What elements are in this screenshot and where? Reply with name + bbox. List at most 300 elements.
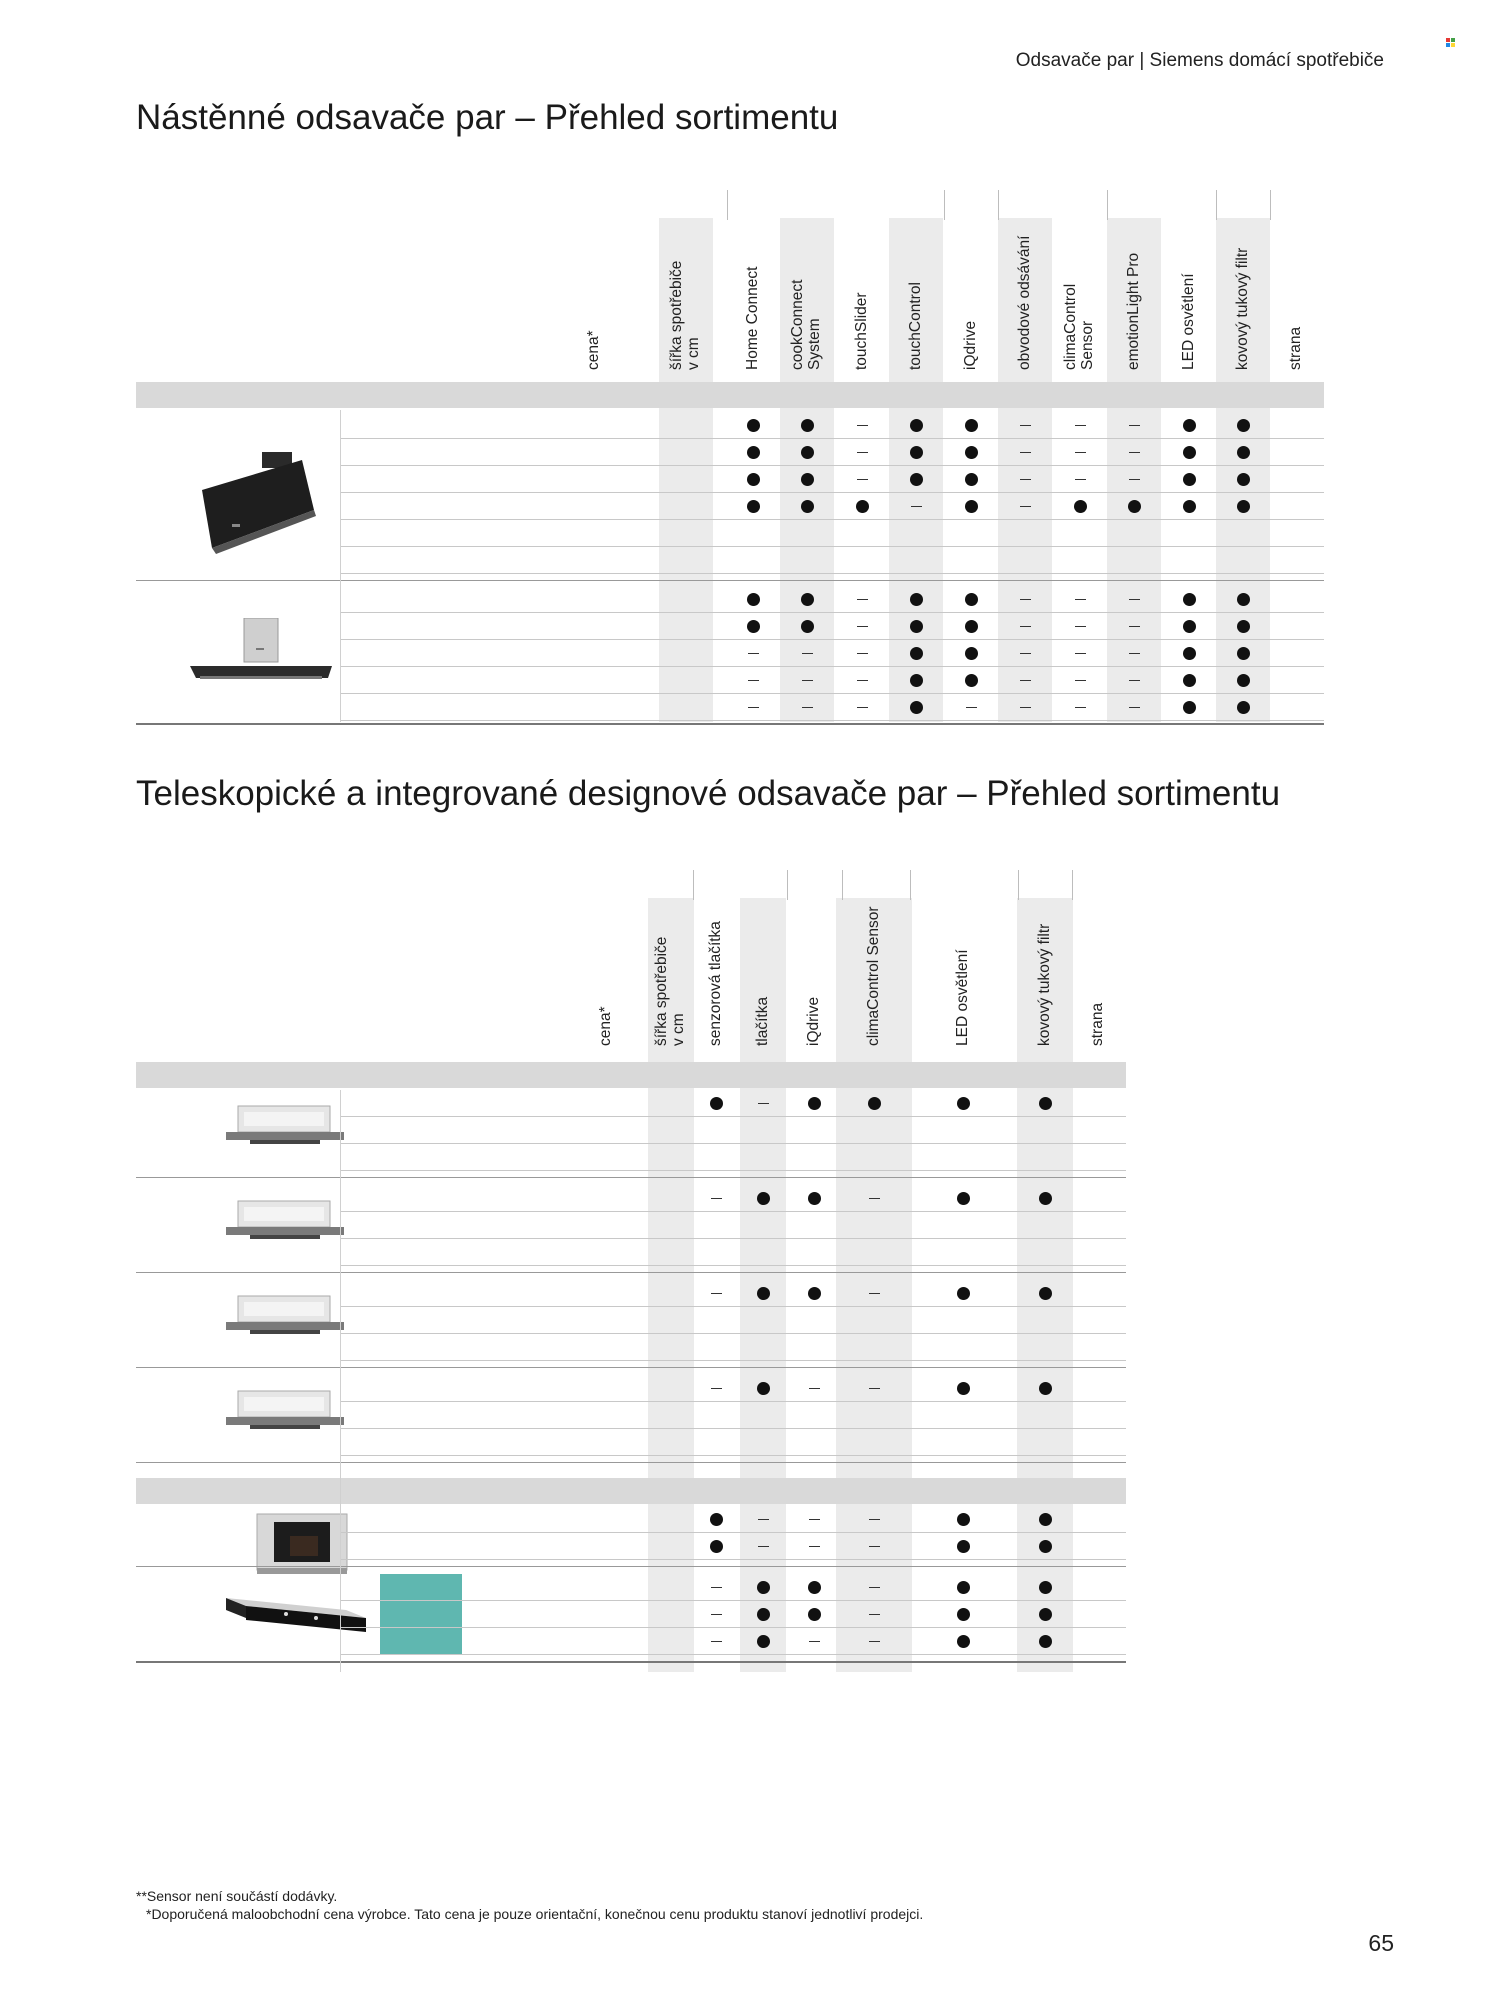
label-divider <box>340 1090 341 1672</box>
table2-title: Teleskopické a integrované designové odsavače par – Přehled sortimentu <box>136 774 1281 813</box>
section-header-bg <box>136 1062 1126 1088</box>
feature-cell <box>738 616 768 636</box>
feature-cell <box>748 1378 778 1398</box>
feature-cell <box>956 589 986 609</box>
feature-cell <box>847 616 877 636</box>
feature-dash-icon <box>748 707 759 709</box>
feature-dot-icon <box>910 446 923 459</box>
feature-cell <box>847 469 877 489</box>
new-badge <box>380 1628 462 1654</box>
feature-cell <box>1174 469 1204 489</box>
feature-dot-icon <box>801 500 814 513</box>
feature-cell <box>1119 643 1149 663</box>
feature-dash-icon <box>857 653 868 655</box>
feature-dash-icon <box>809 1388 820 1390</box>
feature-dash-icon <box>1020 425 1031 427</box>
feature-cell <box>1119 670 1149 690</box>
feature-dot-icon <box>965 446 978 459</box>
row-divider <box>340 438 1324 439</box>
feature-dash-icon <box>1129 599 1140 601</box>
row-divider <box>340 1532 1126 1533</box>
feature-cell <box>1010 469 1040 489</box>
feature-cell <box>859 1577 889 1597</box>
telescopic-hood-image <box>220 1102 350 1152</box>
feature-cell <box>738 589 768 609</box>
row-divider <box>340 1333 1126 1334</box>
telescopic-hood-image <box>220 1387 350 1437</box>
feature-cell <box>1119 589 1149 609</box>
feature-cell <box>948 1188 978 1208</box>
row-divider <box>340 465 1324 466</box>
feature-dot-icon <box>965 473 978 486</box>
feature-dash-icon <box>857 599 868 601</box>
feature-cell <box>792 442 822 462</box>
feature-dot-icon <box>910 674 923 687</box>
feature-dash-icon <box>1075 680 1086 682</box>
feature-cell <box>799 1378 829 1398</box>
feature-cell <box>901 442 931 462</box>
feature-dash-icon <box>711 1587 722 1589</box>
row-divider <box>340 612 1324 613</box>
column-header: climaControl Sensor <box>865 906 882 1046</box>
feature-cell <box>948 1378 978 1398</box>
feature-cell <box>847 496 877 516</box>
row-divider <box>340 519 1324 520</box>
telescopic-hood-image <box>220 1292 350 1342</box>
feature-dash-icon <box>711 1614 722 1616</box>
feature-dot-icon <box>808 1581 821 1594</box>
feature-cell <box>948 1577 978 1597</box>
feature-cell <box>738 442 768 462</box>
feature-cell <box>792 670 822 690</box>
row-divider <box>340 546 1324 547</box>
feature-dot-icon <box>1039 1635 1052 1648</box>
feature-dash-icon <box>1129 425 1140 427</box>
feature-cell <box>1228 670 1258 690</box>
feature-dash-icon <box>1020 653 1031 655</box>
row-divider <box>340 666 1324 667</box>
feature-cell <box>1030 1283 1060 1303</box>
feature-cell <box>1174 415 1204 435</box>
feature-cell <box>847 697 877 717</box>
feature-cell <box>1065 697 1095 717</box>
column-header: šířka spotřebiče v cm <box>668 260 702 370</box>
feature-dash-icon <box>869 1641 880 1643</box>
feature-cell <box>1030 1604 1060 1624</box>
feature-cell <box>1010 697 1040 717</box>
feature-cell <box>1119 415 1149 435</box>
feature-dot-icon <box>957 1581 970 1594</box>
column-header: kovový tukový filtr <box>1234 247 1251 370</box>
feature-cell <box>948 1631 978 1651</box>
feature-cell <box>1010 616 1040 636</box>
feature-dot-icon <box>1183 446 1196 459</box>
feature-dot-icon <box>965 620 978 633</box>
feature-dash-icon <box>1129 479 1140 481</box>
feature-cell <box>901 589 931 609</box>
feature-cell <box>956 643 986 663</box>
feature-cell <box>799 1093 829 1113</box>
column-header: emotionLight Pro <box>1125 252 1142 370</box>
row-divider <box>340 1360 1126 1361</box>
feature-dash-icon <box>802 653 813 655</box>
feature-dot-icon <box>957 1635 970 1648</box>
feature-dash-icon <box>1020 680 1031 682</box>
feature-cell <box>738 697 768 717</box>
feature-dot-icon <box>957 1513 970 1526</box>
group-divider <box>944 190 945 220</box>
feature-cell <box>1228 442 1258 462</box>
feature-dot-icon <box>801 473 814 486</box>
block-divider <box>136 1272 1126 1273</box>
feature-cell <box>748 1536 778 1556</box>
feature-dot-icon <box>910 419 923 432</box>
feature-dot-icon <box>801 446 814 459</box>
feature-cell <box>859 1378 889 1398</box>
feature-cell <box>859 1509 889 1529</box>
feature-cell <box>1228 616 1258 636</box>
feature-cell <box>1065 496 1095 516</box>
feature-cell <box>1174 616 1204 636</box>
feature-dot-icon <box>965 419 978 432</box>
row-divider <box>340 1401 1126 1402</box>
feature-dot-icon <box>856 500 869 513</box>
feature-cell <box>799 1536 829 1556</box>
feature-cell <box>1228 415 1258 435</box>
feature-cell <box>956 415 986 435</box>
feature-dot-icon <box>1039 1192 1052 1205</box>
feature-dot-icon <box>808 1192 821 1205</box>
feature-dot-icon <box>710 1540 723 1553</box>
feature-cell <box>1065 415 1095 435</box>
feature-dash-icon <box>869 1388 880 1390</box>
group-divider <box>1107 190 1108 220</box>
feature-dash-icon <box>711 1293 722 1295</box>
group-divider <box>1018 870 1019 900</box>
column-header: iQdrive <box>962 320 979 370</box>
row-divider <box>340 1654 1126 1655</box>
feature-dot-icon <box>1183 593 1196 606</box>
feature-cell <box>1119 496 1149 516</box>
feature-dot-icon <box>757 1287 770 1300</box>
row-divider <box>340 1306 1126 1307</box>
feature-dot-icon <box>1183 419 1196 432</box>
feature-dash-icon <box>748 653 759 655</box>
feature-dot-icon <box>1039 1608 1052 1621</box>
column-header: LED osvětlení <box>1180 273 1197 370</box>
feature-dot-icon <box>808 1287 821 1300</box>
feature-cell <box>1010 496 1040 516</box>
feature-dash-icon <box>1129 452 1140 454</box>
feature-cell <box>799 1283 829 1303</box>
column-header: cena* <box>597 1006 614 1046</box>
feature-dash-icon <box>869 1293 880 1295</box>
feature-cell <box>1065 589 1095 609</box>
feature-dash-icon <box>1129 680 1140 682</box>
feature-dot-icon <box>1039 1540 1052 1553</box>
feature-dot-icon <box>1183 701 1196 714</box>
feature-dot-icon <box>747 473 760 486</box>
feature-dash-icon <box>857 479 868 481</box>
feature-dot-icon <box>868 1097 881 1110</box>
feature-cell <box>701 1509 731 1529</box>
box-hood-image <box>186 618 336 688</box>
row-divider <box>340 1428 1126 1429</box>
row-divider <box>340 492 1324 493</box>
feature-dot-icon <box>747 446 760 459</box>
row-divider <box>340 1559 1126 1560</box>
row-divider <box>340 1116 1126 1117</box>
feature-dot-icon <box>1237 473 1250 486</box>
feature-dash-icon <box>809 1546 820 1548</box>
feature-cell <box>701 1577 731 1597</box>
column-header: obvodové odsávání <box>1016 235 1033 370</box>
feature-dash-icon <box>711 1641 722 1643</box>
feature-dash-icon <box>1075 479 1086 481</box>
feature-cell <box>1030 1188 1060 1208</box>
feature-cell <box>956 496 986 516</box>
feature-cell <box>1119 697 1149 717</box>
feature-cell <box>948 1093 978 1113</box>
feature-cell <box>1228 496 1258 516</box>
group-divider <box>1072 870 1073 900</box>
feature-dot-icon <box>1039 1581 1052 1594</box>
feature-cell <box>948 1536 978 1556</box>
feature-dot-icon <box>1237 674 1250 687</box>
feature-dash-icon <box>809 1519 820 1521</box>
feature-cell <box>1030 1536 1060 1556</box>
feature-dot-icon <box>957 1192 970 1205</box>
feature-cell <box>1030 1378 1060 1398</box>
feature-dot-icon <box>1128 500 1141 513</box>
feature-dot-icon <box>1237 701 1250 714</box>
feature-dash-icon <box>1020 452 1031 454</box>
feature-cell <box>1010 415 1040 435</box>
feature-dash-icon <box>1075 707 1086 709</box>
feature-dot-icon <box>957 1382 970 1395</box>
feature-dot-icon <box>1183 674 1196 687</box>
feature-dot-icon <box>957 1287 970 1300</box>
feature-cell <box>748 1577 778 1597</box>
feature-dot-icon <box>957 1097 970 1110</box>
row-divider <box>340 693 1324 694</box>
row-divider <box>340 1211 1126 1212</box>
feature-dash-icon <box>758 1519 769 1521</box>
column-header: strana <box>1089 1002 1106 1046</box>
feature-dash-icon <box>758 1546 769 1548</box>
new-badge <box>380 1601 462 1627</box>
table-bottom-rule <box>136 723 1324 725</box>
feature-dash-icon <box>802 707 813 709</box>
feature-cell <box>1174 496 1204 516</box>
feature-cell <box>701 1283 731 1303</box>
feature-cell <box>859 1188 889 1208</box>
feature-dash-icon <box>758 1103 769 1105</box>
feature-dash-icon <box>869 1614 880 1616</box>
feature-cell <box>748 1631 778 1651</box>
feature-cell <box>1010 643 1040 663</box>
feature-cell <box>901 415 931 435</box>
row-divider <box>340 720 1324 721</box>
feature-cell <box>738 415 768 435</box>
feature-cell <box>901 670 931 690</box>
feature-cell <box>901 616 931 636</box>
feature-dot-icon <box>757 1192 770 1205</box>
feature-cell <box>799 1509 829 1529</box>
feature-cell <box>1228 643 1258 663</box>
feature-dot-icon <box>965 500 978 513</box>
column-header: touchSlider <box>853 292 870 370</box>
feature-cell <box>1030 1509 1060 1529</box>
column-header: strana <box>1287 326 1304 370</box>
feature-cell <box>792 415 822 435</box>
block-divider <box>136 1177 1126 1178</box>
feature-cell <box>701 1536 731 1556</box>
feature-dash-icon <box>1129 653 1140 655</box>
feature-cell <box>1065 616 1095 636</box>
new-badge <box>380 1574 462 1600</box>
feature-cell <box>956 616 986 636</box>
feature-dash-icon <box>869 1198 880 1200</box>
feature-dash-icon <box>869 1519 880 1521</box>
feature-cell <box>859 1631 889 1651</box>
feature-dot-icon <box>910 593 923 606</box>
feature-cell <box>748 1188 778 1208</box>
feature-dot-icon <box>910 620 923 633</box>
feature-cell <box>901 643 931 663</box>
feature-cell <box>1174 643 1204 663</box>
feature-dot-icon <box>1183 500 1196 513</box>
feature-cell <box>1030 1093 1060 1113</box>
row-divider <box>340 639 1324 640</box>
feature-cell <box>748 1509 778 1529</box>
feature-cell <box>799 1631 829 1651</box>
block-divider <box>136 1367 1126 1368</box>
feature-cell <box>847 643 877 663</box>
feature-dot-icon <box>757 1382 770 1395</box>
column-header: touchControl <box>907 282 924 370</box>
feature-cell <box>1174 589 1204 609</box>
feature-cell <box>901 469 931 489</box>
feature-cell <box>1119 442 1149 462</box>
block-divider <box>136 1566 1126 1567</box>
feature-dot-icon <box>747 419 760 432</box>
feature-dash-icon <box>1020 707 1031 709</box>
feature-dash-icon <box>857 707 868 709</box>
feature-dash-icon <box>1129 707 1140 709</box>
feature-cell <box>748 1283 778 1303</box>
feature-cell <box>748 1093 778 1113</box>
feature-cell <box>799 1188 829 1208</box>
group-divider <box>787 870 788 900</box>
feature-dot-icon <box>1039 1287 1052 1300</box>
feature-dash-icon <box>869 1546 880 1548</box>
feature-dot-icon <box>801 593 814 606</box>
feature-dot-icon <box>965 647 978 660</box>
feature-cell <box>1065 670 1095 690</box>
feature-cell <box>792 469 822 489</box>
page-number: 65 <box>1368 1930 1394 1956</box>
feature-cell <box>792 643 822 663</box>
feature-dash-icon <box>911 506 922 508</box>
group-divider <box>842 870 843 900</box>
feature-dot-icon <box>957 1608 970 1621</box>
feature-dot-icon <box>965 674 978 687</box>
feature-dash-icon <box>966 707 977 709</box>
feature-cell <box>1030 1631 1060 1651</box>
block-divider <box>136 580 1324 581</box>
feature-dot-icon <box>747 593 760 606</box>
feature-cell <box>1030 1577 1060 1597</box>
feature-cell <box>1010 442 1040 462</box>
feature-cell <box>738 496 768 516</box>
running-header: Odsavače par | Siemens domácí spotřebiče <box>1015 50 1384 71</box>
feature-cell <box>1228 469 1258 489</box>
feature-dot-icon <box>1074 500 1087 513</box>
feature-dash-icon <box>857 680 868 682</box>
feature-dot-icon <box>710 1513 723 1526</box>
feature-dot-icon <box>808 1608 821 1621</box>
feature-dash-icon <box>711 1388 722 1390</box>
feature-cell <box>792 697 822 717</box>
feature-dash-icon <box>1020 479 1031 481</box>
feature-cell <box>901 697 931 717</box>
feature-dot-icon <box>808 1097 821 1110</box>
group-divider <box>693 870 694 900</box>
column-header: climaControl Sensor <box>1062 283 1096 370</box>
feature-cell <box>738 670 768 690</box>
feature-dot-icon <box>1183 473 1196 486</box>
feature-dash-icon <box>869 1587 880 1589</box>
section-header-bg <box>136 382 1324 408</box>
feature-dot-icon <box>757 1581 770 1594</box>
feature-dash-icon <box>1129 626 1140 628</box>
feature-dot-icon <box>1237 446 1250 459</box>
feature-dash-icon <box>809 1641 820 1643</box>
idh-hood-image <box>252 1510 352 1580</box>
feature-cell <box>701 1093 731 1113</box>
feature-dot-icon <box>965 593 978 606</box>
feature-cell <box>799 1577 829 1597</box>
feature-dash-icon <box>857 452 868 454</box>
feature-cell <box>1174 697 1204 717</box>
label-divider <box>340 410 341 722</box>
feature-dash-icon <box>1020 626 1031 628</box>
feature-cell <box>948 1283 978 1303</box>
feature-dash-icon <box>1075 425 1086 427</box>
feature-dot-icon <box>1237 593 1250 606</box>
feature-cell <box>1228 589 1258 609</box>
feature-dot-icon <box>757 1635 770 1648</box>
feature-dot-icon <box>747 620 760 633</box>
feature-cell <box>1065 442 1095 462</box>
feature-cell <box>738 643 768 663</box>
feature-dash-icon <box>1020 599 1031 601</box>
feature-cell <box>859 1093 889 1113</box>
feature-cell <box>948 1509 978 1529</box>
section-header-bg <box>136 1478 1126 1504</box>
row-divider <box>340 1143 1126 1144</box>
feature-cell <box>701 1188 731 1208</box>
feature-dot-icon <box>1237 500 1250 513</box>
feature-cell <box>1065 643 1095 663</box>
feature-dot-icon <box>957 1540 970 1553</box>
feature-cell <box>956 697 986 717</box>
feature-dot-icon <box>757 1608 770 1621</box>
column-header: šířka spotřebiče v cm <box>653 936 687 1046</box>
feature-cell <box>748 1604 778 1624</box>
feature-cell <box>956 469 986 489</box>
